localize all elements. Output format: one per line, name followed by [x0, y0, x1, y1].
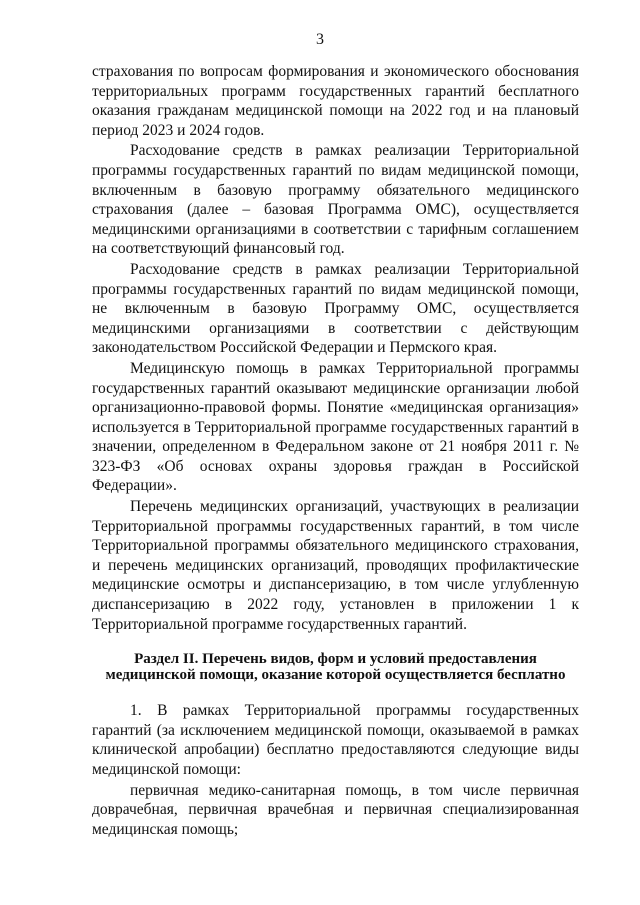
paragraph-organization-list: Перечень медицинских организаций, участвующих в реализации Территориальной программы государственных гарантий, в том числе Территориальной программы обязательного медицинского страхования, и перечень медицинских организаций, проводящих профилактические медицинские осмотры и диспансеризацию, в том числе углубленную диспансеризацию в 2022 году, установлен в приложении 1 к Территориальной программе государственных гарантий.: [92, 498, 579, 633]
section-heading: [92, 651, 579, 683]
section-heading-line-1: Раздел II. Перечень видов, форм и условий предоставления: [134, 651, 537, 668]
paragraph-medical-organizations: Медицинскую помощь в рамках Территориальной программы государственных гарантий оказывают медицинские организации любой организационно-правовой формы. Понятие «медицинская организация» используется в Территориальной программе государственных гарантий в значении, определенном в Федеральном законе от 21 ноября 2011 г. № 323-ФЗ «Об основах охраны здоровья граждан в Российской Федерации».: [92, 359, 579, 495]
document-body: [92, 62, 579, 839]
page-number: 3: [316, 31, 324, 48]
paragraph-primary-care: первичная медико-санитарная помощь, в том числе первичная доврачебная, первичная врачебная и первичная специализированная медицинская помощь;: [92, 781, 579, 838]
section-heading-line-2: медицинской помощи, оказание которой осуществляется бесплатно: [105, 667, 566, 684]
paragraph-item-1: 1. В рамках Территориальной программы государственных гарантий (за исключением медицинской помощи, оказываемой в рамках клинической апробации) бесплатно предоставляются следующие виды медицинской помощи:: [92, 702, 579, 778]
paragraph-non-oms-expenses: Расходование средств в рамках реализации Территориальной программы государственных гарантий по видам медицинской помощи, не включенным в базовую Программу ОМС, осуществляется медицинскими организациями в соответствии с действующим законодательством Российской Федерации и Пермского края.: [92, 260, 579, 357]
paragraph-oms-expenses: Расходование средств в рамках реализации Территориальной программы государственных гарантий по видам медицинской помощи, включенным в базовую программу обязательного медицинского страхования (далее – базовая Программа ОМС), осуществляется медицинскими организациями в соответствии с тарифным соглашением на соответствующий финансовый год.: [92, 142, 579, 258]
paragraph-continuation: страхования по вопросам формирования и экономического обоснования территориальных программ государственных гарантий бесплатного оказания гражданам медицинской помощи на 2022 год и на плановый период 2023 и 2024 годов.: [92, 63, 579, 139]
